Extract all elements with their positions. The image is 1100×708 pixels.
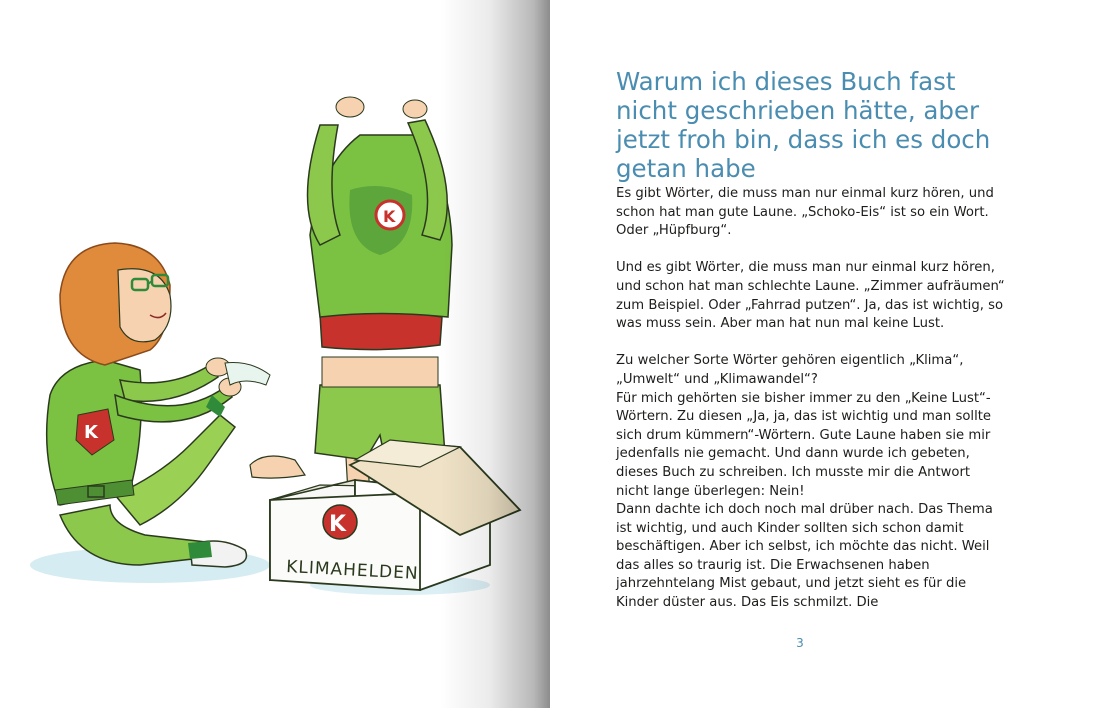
- svg-text:K: K: [329, 512, 347, 537]
- paragraph: Dann dachte ich doch noch mal drüber nach. Das Thema ist wichtig, und auch Kinder sollten sich schon damit beschäftigen. Aber ich selbst, ich möchte das nicht. Weil das alles so traurig ist. Die Erwachsenen haben jahrzehntelang Mist gebaut, und jetzt sieht es für die Kinder düster aus. Das Eis schmilzt. Die: [616, 502, 993, 611]
- paragraph: Für mich gehörten sie bisher immer zu den „Keine Lust“-Wörtern. Zu diesen „Ja, ja, das ist wichtig und man sollte sich drum kümmern“-Wörtern. Gute Laune haben sie mir jedenfalls nie gemacht. Und dann wurde ich gebeten, dieses Buch zu schreiben. Ich musste mir die Antwort nicht lange überlegen: Nein!: [616, 390, 992, 499]
- standing-hero: [250, 97, 452, 493]
- svg-text:K: K: [84, 422, 98, 443]
- chapter-body: [616, 185, 1006, 613]
- svg-text:KLIMAHELDEN: KLIMAHELDEN: [285, 557, 420, 584]
- svg-text:K: K: [383, 207, 396, 226]
- paragraph: Und es gibt Wörter, die muss man nur einmal kurz hören, und schon hat man schlechte Laune. „Zimmer aufräumen“ zum Beispiel. Oder „Fahrrad putzen“. Ja, das ist wichtig, so was muss sein. Aber man hat nun mal keine Lust.: [616, 260, 1005, 332]
- left-gutter-shadow: [440, 0, 550, 708]
- paragraph: Es gibt Wörter, die muss man nur einmal kurz hören, und schon hat man gute Laune. „Schoko-Eis“ ist so ein Wort. Oder „Hüpfburg“.: [616, 186, 994, 239]
- page-number: 3: [796, 636, 804, 650]
- chapter-heading: Warum ich dieses Buch fast nicht geschrieben hätte, aber jetzt froh bin, dass ich es doch getan habe: [616, 67, 991, 183]
- sitting-hero: [47, 243, 270, 567]
- paragraph: Zu welcher Sorte Wörter gehören eigentlich „Klima“, „Umwelt“ und „Klimawandel“?: [616, 353, 964, 387]
